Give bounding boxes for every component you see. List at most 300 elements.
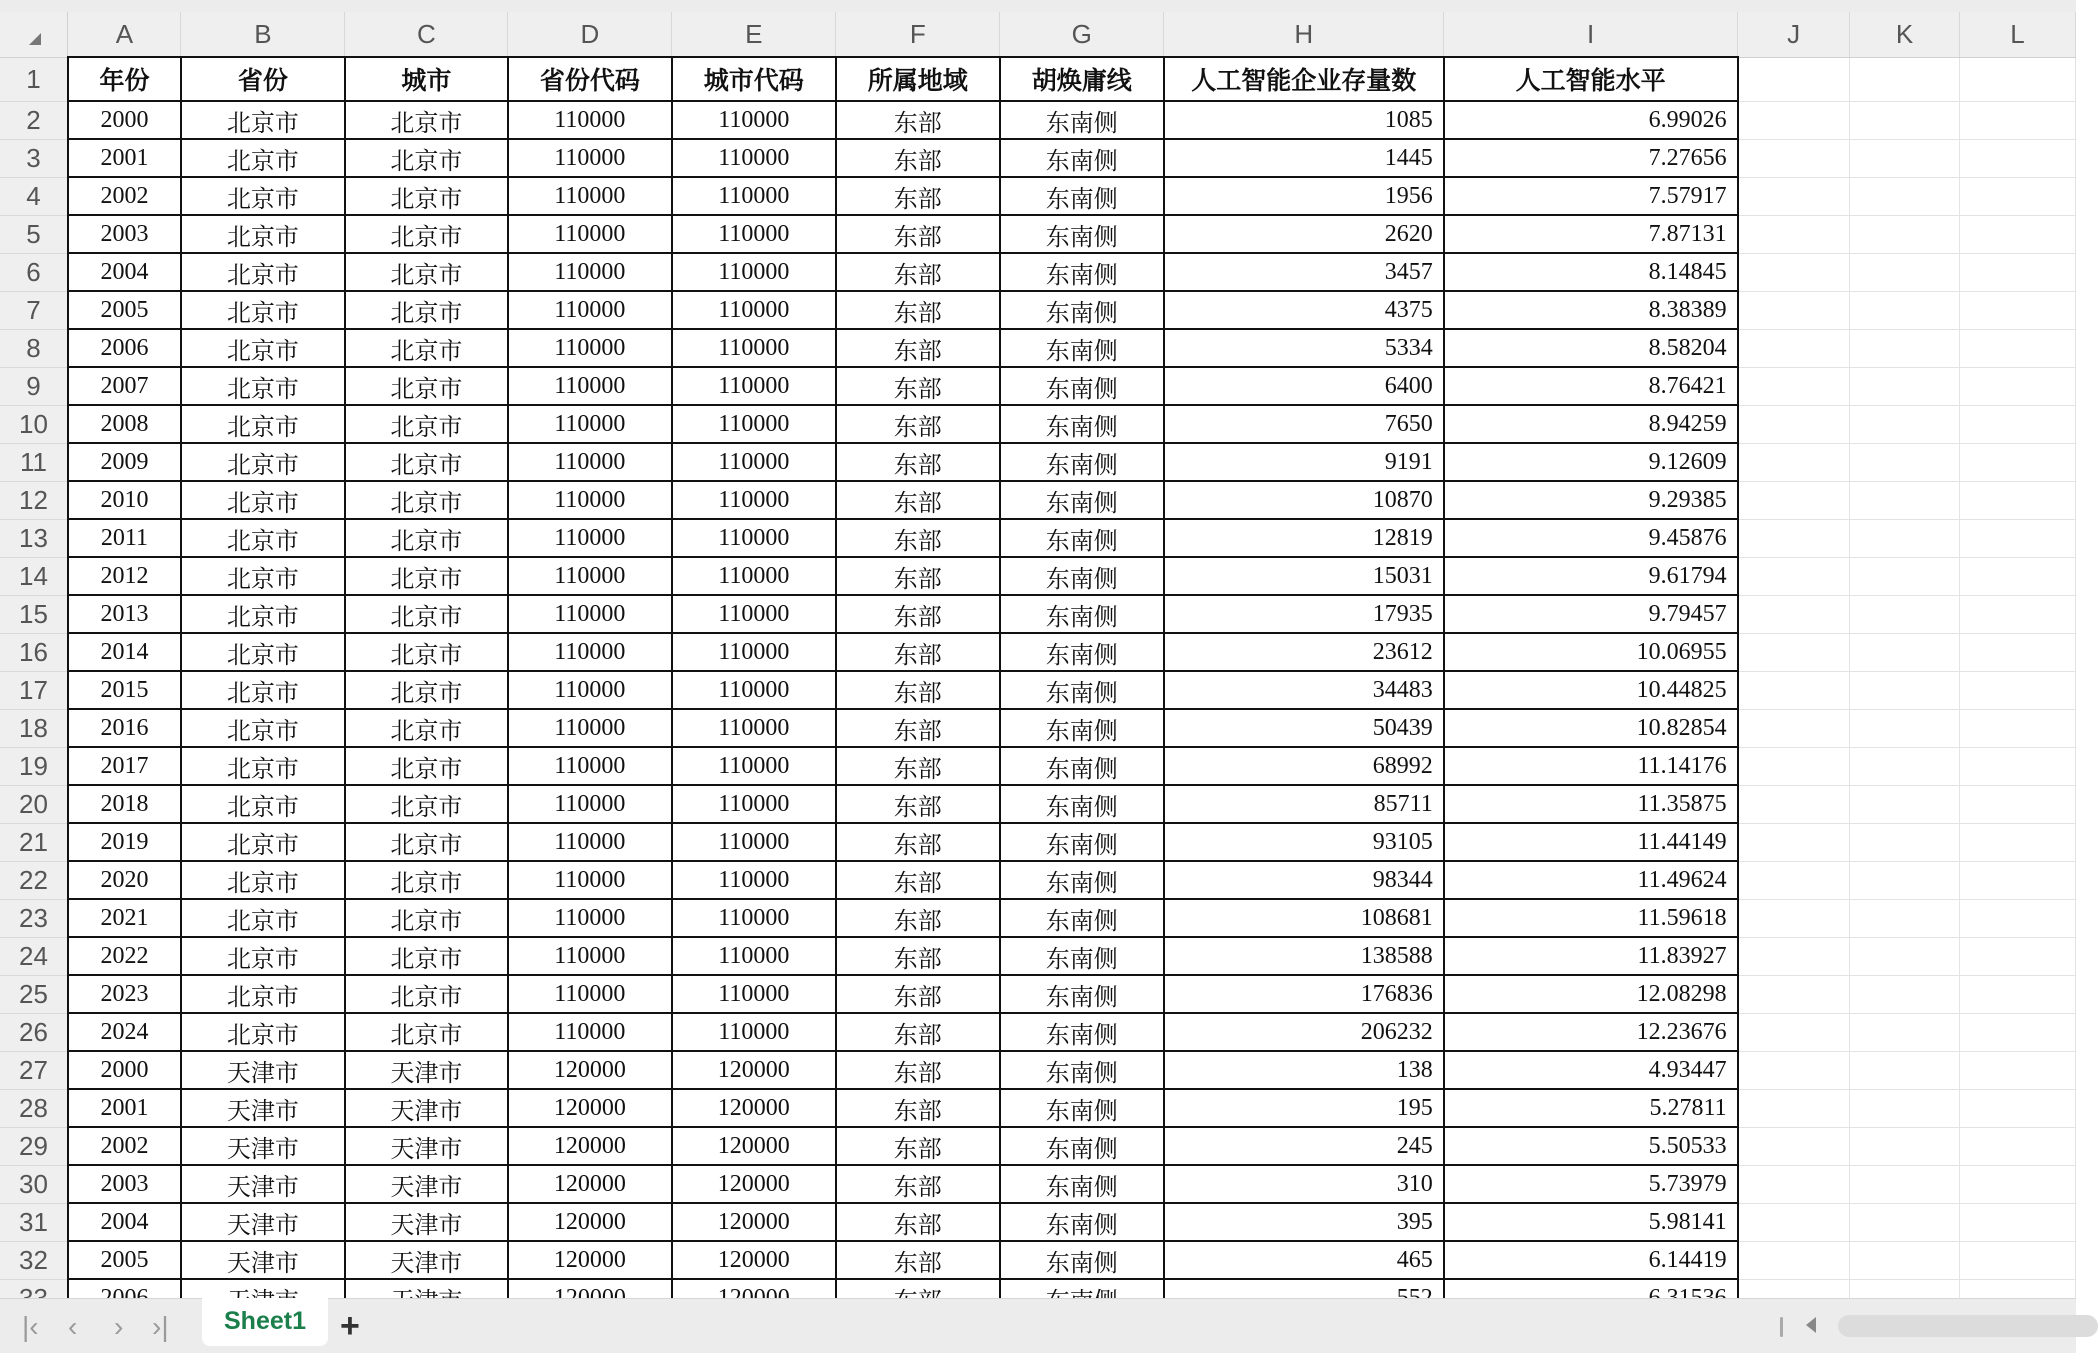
- empty-cell[interactable]: [1738, 785, 1850, 823]
- empty-cell[interactable]: [1959, 291, 2075, 329]
- cell-f[interactable]: 东部: [836, 481, 1000, 519]
- row-header[interactable]: 12: [0, 481, 68, 519]
- cell-h[interactable]: 7650: [1164, 405, 1444, 443]
- header-cell[interactable]: 人工智能企业存量数: [1164, 57, 1444, 101]
- header-cell[interactable]: 所属地域: [836, 57, 1000, 101]
- cell-h[interactable]: 68992: [1164, 747, 1444, 785]
- cell-b[interactable]: 北京市: [181, 1013, 345, 1051]
- cell-g[interactable]: 东南侧: [1000, 1089, 1164, 1127]
- row-header[interactable]: 21: [0, 823, 68, 861]
- cell-d[interactable]: 120000: [508, 1241, 672, 1279]
- cell-b[interactable]: 北京市: [181, 291, 345, 329]
- cell-b[interactable]: 北京市: [181, 823, 345, 861]
- cell-g[interactable]: 东南侧: [1000, 443, 1164, 481]
- cell-i[interactable]: 8.14845: [1444, 253, 1738, 291]
- cell-a[interactable]: 2013: [68, 595, 181, 633]
- cell-g[interactable]: 东南侧: [1000, 1127, 1164, 1165]
- empty-cell[interactable]: [1738, 557, 1850, 595]
- cell-g[interactable]: 东南侧: [1000, 1165, 1164, 1203]
- empty-cell[interactable]: [1738, 481, 1850, 519]
- empty-cell[interactable]: [1850, 329, 1960, 367]
- cell-b[interactable]: 北京市: [181, 329, 345, 367]
- empty-cell[interactable]: [1959, 671, 2075, 709]
- cell-d[interactable]: 110000: [508, 405, 672, 443]
- cell-b[interactable]: 北京市: [181, 785, 345, 823]
- header-cell[interactable]: 年份: [68, 57, 181, 101]
- cell-g[interactable]: 东南侧: [1000, 747, 1164, 785]
- cell-c[interactable]: 北京市: [345, 519, 508, 557]
- cell-b[interactable]: 天津市: [181, 1241, 345, 1279]
- empty-cell[interactable]: [1959, 1089, 2075, 1127]
- cell-a[interactable]: 2005: [68, 1241, 181, 1279]
- horizontal-scrollbar-thumb[interactable]: [1838, 1315, 2098, 1337]
- row-header[interactable]: 6: [0, 253, 68, 291]
- cell-e[interactable]: 110000: [672, 253, 836, 291]
- column-header-f[interactable]: F: [836, 12, 1000, 57]
- cell-e[interactable]: 110000: [672, 709, 836, 747]
- header-cell[interactable]: 人工智能水平: [1444, 57, 1738, 101]
- cell-e[interactable]: 110000: [672, 595, 836, 633]
- cell-f[interactable]: 东部: [836, 899, 1000, 937]
- cell-f[interactable]: 东部: [836, 1241, 1000, 1279]
- cell-f[interactable]: 东部: [836, 367, 1000, 405]
- cell-f[interactable]: 东部: [836, 1165, 1000, 1203]
- cell-a[interactable]: 2016: [68, 709, 181, 747]
- cell-h[interactable]: 395: [1164, 1203, 1444, 1241]
- empty-cell[interactable]: [1738, 519, 1850, 557]
- cell-d[interactable]: 110000: [508, 595, 672, 633]
- cell-i[interactable]: 7.57917: [1444, 177, 1738, 215]
- cell-i[interactable]: 5.98141: [1444, 1203, 1738, 1241]
- cell-f[interactable]: 东部: [836, 443, 1000, 481]
- cell-h[interactable]: 50439: [1164, 709, 1444, 747]
- cell-d[interactable]: 120000: [508, 1089, 672, 1127]
- spreadsheet-grid[interactable]: [0, 12, 2076, 1298]
- cell-d[interactable]: 110000: [508, 443, 672, 481]
- empty-cell[interactable]: [1850, 747, 1960, 785]
- cell-g[interactable]: 东南侧: [1000, 329, 1164, 367]
- cell-e[interactable]: 110000: [672, 215, 836, 253]
- cell-e[interactable]: 110000: [672, 481, 836, 519]
- empty-cell[interactable]: [1959, 1203, 2075, 1241]
- empty-cell[interactable]: [1959, 519, 2075, 557]
- cell-f[interactable]: 东部: [836, 1089, 1000, 1127]
- cell-e[interactable]: 110000: [672, 823, 836, 861]
- cell-b[interactable]: 天津市: [181, 1127, 345, 1165]
- cell-h[interactable]: 6400: [1164, 367, 1444, 405]
- cell-c[interactable]: 天津市: [345, 1203, 508, 1241]
- cell-g[interactable]: 东南侧: [1000, 253, 1164, 291]
- row-header[interactable]: 20: [0, 785, 68, 823]
- empty-cell[interactable]: [1738, 1241, 1850, 1279]
- cell-f[interactable]: 东部: [836, 937, 1000, 975]
- empty-cell[interactable]: [1850, 57, 1960, 101]
- row-header[interactable]: 3: [0, 139, 68, 177]
- empty-cell[interactable]: [1738, 215, 1850, 253]
- cell-a[interactable]: 2019: [68, 823, 181, 861]
- cell-c[interactable]: 北京市: [345, 937, 508, 975]
- cell-f[interactable]: 东部: [836, 1013, 1000, 1051]
- column-header-a[interactable]: A: [68, 12, 181, 57]
- row-header[interactable]: 17: [0, 671, 68, 709]
- cell-i[interactable]: 11.83927: [1444, 937, 1738, 975]
- empty-cell[interactable]: [1850, 367, 1960, 405]
- cell-h[interactable]: 4375: [1164, 291, 1444, 329]
- row-header[interactable]: 32: [0, 1241, 68, 1279]
- cell-h[interactable]: 195: [1164, 1089, 1444, 1127]
- empty-cell[interactable]: [1850, 899, 1960, 937]
- row-header[interactable]: 7: [0, 291, 68, 329]
- empty-cell[interactable]: [1959, 443, 2075, 481]
- row-header[interactable]: 13: [0, 519, 68, 557]
- cell-g[interactable]: 东南侧: [1000, 899, 1164, 937]
- cell-d[interactable]: 110000: [508, 937, 672, 975]
- row-header[interactable]: 1: [0, 57, 68, 101]
- empty-cell[interactable]: [1738, 101, 1850, 139]
- cell-c[interactable]: 北京市: [345, 367, 508, 405]
- cell-b[interactable]: 北京市: [181, 405, 345, 443]
- cell-h[interactable]: 17935: [1164, 595, 1444, 633]
- cell-d[interactable]: 120000: [508, 1165, 672, 1203]
- cell-d[interactable]: 110000: [508, 519, 672, 557]
- cell-g[interactable]: 东南侧: [1000, 1051, 1164, 1089]
- cell-i[interactable]: 6.99026: [1444, 101, 1738, 139]
- cell-g[interactable]: 东南侧: [1000, 1241, 1164, 1279]
- cell-i[interactable]: 11.35875: [1444, 785, 1738, 823]
- cell-e[interactable]: 120000: [672, 1127, 836, 1165]
- cell-c[interactable]: 北京市: [345, 329, 508, 367]
- cell-c[interactable]: 北京市: [345, 899, 508, 937]
- cell-f[interactable]: 东部: [836, 595, 1000, 633]
- cell-f[interactable]: 东部: [836, 1127, 1000, 1165]
- cell-h[interactable]: 138: [1164, 1051, 1444, 1089]
- row-header[interactable]: 16: [0, 633, 68, 671]
- empty-cell[interactable]: [1850, 1203, 1960, 1241]
- cell-g[interactable]: 东南侧: [1000, 557, 1164, 595]
- empty-cell[interactable]: [1959, 101, 2075, 139]
- cell-f[interactable]: 东部: [836, 519, 1000, 557]
- cell-b[interactable]: 北京市: [181, 139, 345, 177]
- cell-a[interactable]: 2000: [68, 1051, 181, 1089]
- row-header[interactable]: 10: [0, 405, 68, 443]
- cell-h[interactable]: 10870: [1164, 481, 1444, 519]
- cell-e[interactable]: 110000: [672, 177, 836, 215]
- cell-d[interactable]: 110000: [508, 861, 672, 899]
- empty-cell[interactable]: [1850, 291, 1960, 329]
- empty-cell[interactable]: [1959, 405, 2075, 443]
- cell-e[interactable]: 110000: [672, 861, 836, 899]
- cell-e[interactable]: 110000: [672, 367, 836, 405]
- cell-d[interactable]: 110000: [508, 367, 672, 405]
- row-header[interactable]: 30: [0, 1165, 68, 1203]
- cell-i[interactable]: 10.06955: [1444, 633, 1738, 671]
- cell-c[interactable]: 天津市: [345, 1241, 508, 1279]
- cell-e[interactable]: 110000: [672, 1013, 836, 1051]
- empty-cell[interactable]: [1738, 1089, 1850, 1127]
- empty-cell[interactable]: [1738, 139, 1850, 177]
- cell-i[interactable]: 8.58204: [1444, 329, 1738, 367]
- cell-a[interactable]: 2011: [68, 519, 181, 557]
- cell-a[interactable]: 2023: [68, 975, 181, 1013]
- cell-h[interactable]: 176836: [1164, 975, 1444, 1013]
- row-header[interactable]: 27: [0, 1051, 68, 1089]
- select-all-corner[interactable]: [0, 12, 68, 57]
- empty-cell[interactable]: [1738, 633, 1850, 671]
- empty-cell[interactable]: [1959, 633, 2075, 671]
- empty-cell[interactable]: [1850, 177, 1960, 215]
- cell-g[interactable]: 东南侧: [1000, 671, 1164, 709]
- cell-i[interactable]: 11.14176: [1444, 747, 1738, 785]
- cell-h[interactable]: 93105: [1164, 823, 1444, 861]
- cell-a[interactable]: 2012: [68, 557, 181, 595]
- row-header[interactable]: 11: [0, 443, 68, 481]
- cell-e[interactable]: 110000: [672, 291, 836, 329]
- cell-c[interactable]: 北京市: [345, 633, 508, 671]
- cell-h[interactable]: 2620: [1164, 215, 1444, 253]
- empty-cell[interactable]: [1850, 481, 1960, 519]
- cell-e[interactable]: 110000: [672, 519, 836, 557]
- cell-c[interactable]: 北京市: [345, 1013, 508, 1051]
- cell-c[interactable]: 北京市: [345, 595, 508, 633]
- cell-d[interactable]: 110000: [508, 215, 672, 253]
- cell-h[interactable]: 1085: [1164, 101, 1444, 139]
- cell-f[interactable]: 东部: [836, 861, 1000, 899]
- cell-e[interactable]: 110000: [672, 937, 836, 975]
- cell-g[interactable]: 东南侧: [1000, 709, 1164, 747]
- row-header[interactable]: 31: [0, 1203, 68, 1241]
- cell-g[interactable]: 东南侧: [1000, 215, 1164, 253]
- empty-cell[interactable]: [1738, 1013, 1850, 1051]
- cell-i[interactable]: 8.38389: [1444, 291, 1738, 329]
- column-header-h[interactable]: H: [1164, 12, 1444, 57]
- empty-cell[interactable]: [1850, 823, 1960, 861]
- cell-e[interactable]: 110000: [672, 747, 836, 785]
- cell-f[interactable]: 东部: [836, 215, 1000, 253]
- cell-a[interactable]: 2002: [68, 177, 181, 215]
- cell-f[interactable]: 东部: [836, 975, 1000, 1013]
- cell-h[interactable]: 15031: [1164, 557, 1444, 595]
- empty-cell[interactable]: [1850, 443, 1960, 481]
- cell-d[interactable]: 110000: [508, 291, 672, 329]
- row-header[interactable]: 26: [0, 1013, 68, 1051]
- cell-b[interactable]: 北京市: [181, 519, 345, 557]
- cell-i[interactable]: 7.87131: [1444, 215, 1738, 253]
- row-header[interactable]: 14: [0, 557, 68, 595]
- cell-g[interactable]: 东南侧: [1000, 1013, 1164, 1051]
- cell-g[interactable]: 东南侧: [1000, 861, 1164, 899]
- cell-i[interactable]: 9.29385: [1444, 481, 1738, 519]
- sheet-tab-sheet1[interactable]: Sheet1: [202, 1298, 328, 1346]
- cell-g[interactable]: 东南侧: [1000, 1203, 1164, 1241]
- cell-a[interactable]: 2001: [68, 139, 181, 177]
- cell-d[interactable]: 110000: [508, 253, 672, 291]
- cell-b[interactable]: 北京市: [181, 633, 345, 671]
- empty-cell[interactable]: [1738, 709, 1850, 747]
- cell-i[interactable]: 9.79457: [1444, 595, 1738, 633]
- cell-e[interactable]: 110000: [672, 671, 836, 709]
- empty-cell[interactable]: [1738, 1051, 1850, 1089]
- cell-e[interactable]: 110000: [672, 329, 836, 367]
- empty-cell[interactable]: [1850, 215, 1960, 253]
- cell-i[interactable]: 5.27811: [1444, 1089, 1738, 1127]
- cell-c[interactable]: 天津市: [345, 1089, 508, 1127]
- cell-g[interactable]: 东南侧: [1000, 291, 1164, 329]
- cell-h[interactable]: 23612: [1164, 633, 1444, 671]
- cell-i[interactable]: 12.23676: [1444, 1013, 1738, 1051]
- empty-cell[interactable]: [1850, 101, 1960, 139]
- cell-h[interactable]: 206232: [1164, 1013, 1444, 1051]
- cell-i[interactable]: 8.76421: [1444, 367, 1738, 405]
- cell-b[interactable]: 天津市: [181, 1165, 345, 1203]
- row-header[interactable]: 23: [0, 899, 68, 937]
- column-header-c[interactable]: C: [345, 12, 508, 57]
- cell-i[interactable]: 11.49624: [1444, 861, 1738, 899]
- empty-cell[interactable]: [1959, 1165, 2075, 1203]
- empty-cell[interactable]: [1850, 1051, 1960, 1089]
- cell-d[interactable]: 110000: [508, 329, 672, 367]
- cell-a[interactable]: 2003: [68, 215, 181, 253]
- cell-e[interactable]: 110000: [672, 139, 836, 177]
- cell-b[interactable]: 天津市: [181, 1089, 345, 1127]
- cell-b[interactable]: 天津市: [181, 1203, 345, 1241]
- cell-f[interactable]: 东部: [836, 101, 1000, 139]
- first-sheet-icon[interactable]: |‹: [22, 1311, 39, 1342]
- empty-cell[interactable]: [1738, 1127, 1850, 1165]
- cell-a[interactable]: 2001: [68, 1089, 181, 1127]
- cell-d[interactable]: 110000: [508, 709, 672, 747]
- cell-a[interactable]: 2004: [68, 253, 181, 291]
- cell-e[interactable]: 110000: [672, 101, 836, 139]
- cell-h[interactable]: 310: [1164, 1165, 1444, 1203]
- empty-cell[interactable]: [1959, 823, 2075, 861]
- row-header[interactable]: 18: [0, 709, 68, 747]
- empty-cell[interactable]: [1738, 367, 1850, 405]
- cell-g[interactable]: 东南侧: [1000, 405, 1164, 443]
- empty-cell[interactable]: [1738, 329, 1850, 367]
- cell-f[interactable]: 东部: [836, 747, 1000, 785]
- empty-cell[interactable]: [1959, 557, 2075, 595]
- cell-f[interactable]: 东部: [836, 785, 1000, 823]
- cell-g[interactable]: 东南侧: [1000, 519, 1164, 557]
- cell-e[interactable]: 120000: [672, 1051, 836, 1089]
- cell-e[interactable]: 110000: [672, 633, 836, 671]
- cell-i[interactable]: 5.50533: [1444, 1127, 1738, 1165]
- cell-a[interactable]: 2009: [68, 443, 181, 481]
- cell-h[interactable]: 138588: [1164, 937, 1444, 975]
- empty-cell[interactable]: [1850, 557, 1960, 595]
- empty-cell[interactable]: [1738, 975, 1850, 1013]
- cell-e[interactable]: 120000: [672, 1165, 836, 1203]
- row-header[interactable]: 22: [0, 861, 68, 899]
- cell-d[interactable]: 110000: [508, 101, 672, 139]
- cell-b[interactable]: 北京市: [181, 671, 345, 709]
- cell-b[interactable]: 北京市: [181, 975, 345, 1013]
- cell-i[interactable]: 5.73979: [1444, 1165, 1738, 1203]
- cell-a[interactable]: 2007: [68, 367, 181, 405]
- cell-h[interactable]: 465: [1164, 1241, 1444, 1279]
- cell-b[interactable]: 北京市: [181, 709, 345, 747]
- empty-cell[interactable]: [1738, 595, 1850, 633]
- cell-c[interactable]: 北京市: [345, 139, 508, 177]
- header-cell[interactable]: 省份: [181, 57, 345, 101]
- cell-e[interactable]: 120000: [672, 1089, 836, 1127]
- cell-c[interactable]: 天津市: [345, 1051, 508, 1089]
- cell-f[interactable]: 东部: [836, 329, 1000, 367]
- empty-cell[interactable]: [1850, 1013, 1960, 1051]
- empty-cell[interactable]: [1850, 595, 1960, 633]
- cell-a[interactable]: 2005: [68, 291, 181, 329]
- cell-d[interactable]: 110000: [508, 975, 672, 1013]
- cell-i[interactable]: 11.59618: [1444, 899, 1738, 937]
- cell-a[interactable]: 2020: [68, 861, 181, 899]
- cell-i[interactable]: 11.44149: [1444, 823, 1738, 861]
- cell-d[interactable]: 110000: [508, 747, 672, 785]
- empty-cell[interactable]: [1738, 405, 1850, 443]
- cell-c[interactable]: 北京市: [345, 861, 508, 899]
- cell-d[interactable]: 110000: [508, 899, 672, 937]
- empty-cell[interactable]: [1959, 1013, 2075, 1051]
- empty-cell[interactable]: [1850, 405, 1960, 443]
- empty-cell[interactable]: [1850, 671, 1960, 709]
- row-header[interactable]: 4: [0, 177, 68, 215]
- row-header[interactable]: 8: [0, 329, 68, 367]
- cell-b[interactable]: 北京市: [181, 899, 345, 937]
- empty-cell[interactable]: [1959, 861, 2075, 899]
- cell-d[interactable]: 110000: [508, 823, 672, 861]
- row-header[interactable]: 9: [0, 367, 68, 405]
- header-cell[interactable]: 城市代码: [672, 57, 836, 101]
- cell-e[interactable]: 120000: [672, 1241, 836, 1279]
- cell-g[interactable]: 东南侧: [1000, 139, 1164, 177]
- prev-sheet-icon[interactable]: ‹: [68, 1311, 78, 1342]
- row-header[interactable]: 15: [0, 595, 68, 633]
- cell-i[interactable]: 9.12609: [1444, 443, 1738, 481]
- cell-f[interactable]: 东部: [836, 405, 1000, 443]
- row-header[interactable]: 28: [0, 1089, 68, 1127]
- cell-a[interactable]: 2017: [68, 747, 181, 785]
- empty-cell[interactable]: [1738, 899, 1850, 937]
- column-header-k[interactable]: K: [1850, 12, 1960, 57]
- cell-c[interactable]: 北京市: [345, 823, 508, 861]
- cell-a[interactable]: 2010: [68, 481, 181, 519]
- cell-e[interactable]: 110000: [672, 785, 836, 823]
- cell-i[interactable]: 8.94259: [1444, 405, 1738, 443]
- empty-cell[interactable]: [1738, 747, 1850, 785]
- cell-f[interactable]: 东部: [836, 633, 1000, 671]
- empty-cell[interactable]: [1959, 481, 2075, 519]
- cell-h[interactable]: 1445: [1164, 139, 1444, 177]
- empty-cell[interactable]: [1850, 709, 1960, 747]
- cell-a[interactable]: 2022: [68, 937, 181, 975]
- empty-cell[interactable]: [1959, 57, 2075, 101]
- column-header-j[interactable]: J: [1738, 12, 1850, 57]
- cell-i[interactable]: 10.82854: [1444, 709, 1738, 747]
- cell-b[interactable]: 北京市: [181, 557, 345, 595]
- empty-cell[interactable]: [1959, 1051, 2075, 1089]
- cell-b[interactable]: 北京市: [181, 215, 345, 253]
- empty-cell[interactable]: [1959, 937, 2075, 975]
- cell-i[interactable]: 4.93447: [1444, 1051, 1738, 1089]
- cell-f[interactable]: 东部: [836, 291, 1000, 329]
- empty-cell[interactable]: [1850, 785, 1960, 823]
- cell-d[interactable]: 110000: [508, 1013, 672, 1051]
- cell-a[interactable]: 2024: [68, 1013, 181, 1051]
- empty-cell[interactable]: [1738, 1165, 1850, 1203]
- column-header-i[interactable]: I: [1444, 12, 1738, 57]
- cell-g[interactable]: 东南侧: [1000, 367, 1164, 405]
- cell-b[interactable]: 北京市: [181, 481, 345, 519]
- cell-a[interactable]: 2002: [68, 1127, 181, 1165]
